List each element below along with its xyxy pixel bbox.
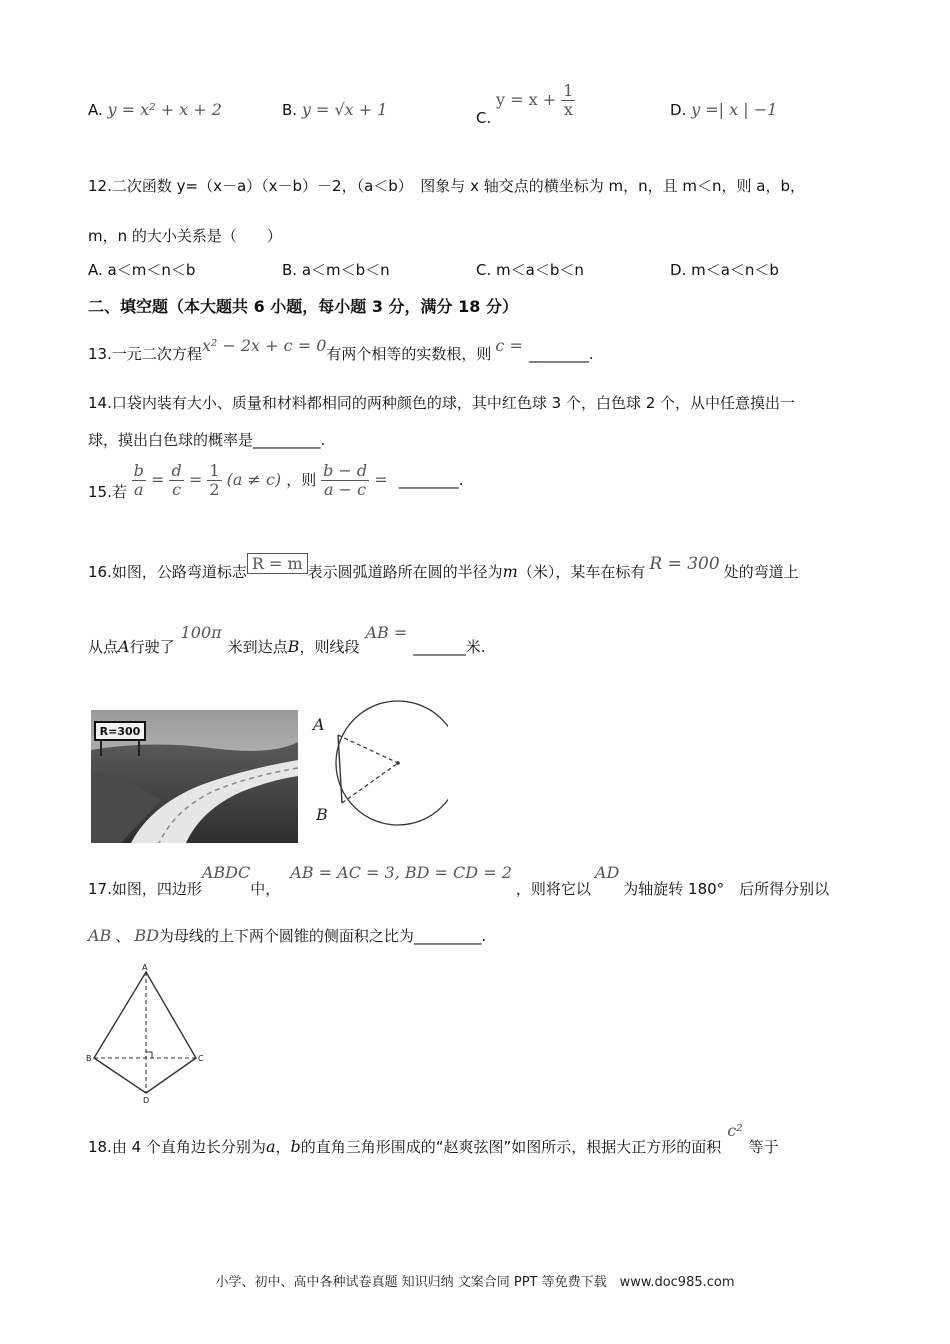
q11-a-expression: y = x² + x + 2 (107, 100, 222, 119)
q12-option-a: A. a＜m＜n＜b (88, 261, 196, 279)
road-photo (91, 710, 298, 843)
quadrilateral-abdc (94, 972, 196, 1093)
right-angle-mark (146, 1052, 152, 1058)
section-heading: 二、填空题（本大题共 6 小题，每小题 3 分，满分 18 分） (88, 297, 518, 316)
q11-option-a: A. y = x² + x + 2 (88, 100, 222, 119)
label-d: D (143, 1096, 150, 1105)
q12-line2: m，n 的大小关系是（ ） (88, 227, 282, 245)
q15-target-expression: $\frac{b - d}{a - c}$ = (323, 461, 388, 499)
label-b: B (316, 805, 328, 824)
q11-c-fraction: $\frac{1}{x}$ (563, 81, 574, 119)
q15-given-equation: $\frac{b}{a}$ = $\frac{d}{c}$ = $\frac{1}{2}$ (a ≠ c) (133, 461, 282, 499)
road-sign-formula: R = m (247, 553, 308, 574)
q16-line1: 16.如图，公路弯道标志 R = m 表示圆弧道路所在圆的半径为m（米），某车在标有 R = 300 处的弯道上 (88, 554, 799, 581)
road-sign-text: R=300 (99, 725, 141, 738)
center-point (396, 761, 400, 765)
radius-ob (342, 763, 398, 803)
q11-b-expression: y = √x + 1 (301, 100, 388, 119)
q14-line2: 球，摸出白色球的概率是_________. (88, 431, 326, 449)
q13: 13.一元二次方程x² − 2x + c = 0有两个相等的实数根，则 c = ________. (88, 336, 594, 363)
radius-oa (338, 735, 398, 763)
q16-line2: 从点A行驶了100π米到达点B，则线段AB =_______米. (88, 623, 486, 656)
q13-variable: c = (495, 336, 523, 355)
kite-figure (84, 960, 209, 1105)
q12-line1: 12.二次函数 y=（x－a）（x－b）－2，（a＜b） 图象与 x 轴交点的横坐标为 m，n，且 m＜n，则 a，b， (88, 177, 805, 195)
q12-option-d: D. m＜a＜n＜b (670, 261, 779, 279)
q15: 15.若 $\frac{b}{a}$ = $\frac{d}{c}$ = $\frac{1}{2}$ (a ≠ c) ，则 $\frac{b - d}{a - c}$ = ________. (88, 461, 464, 501)
q11-option-c: C. y = x + $\frac{1}{x}$ (476, 81, 574, 127)
q12-option-b: B. a＜m＜b＜n (282, 261, 390, 279)
circle (336, 701, 448, 825)
label-c: C (198, 1054, 204, 1063)
q18: 18.由 4 个直角边长分别为a，b的直角三角形围成的“赵爽弦图”如图所示，根据大正方形的面积c²等于 (88, 1121, 779, 1156)
label-b: B (86, 1054, 92, 1063)
q11-option-d: D. y =| x | −1 (670, 100, 778, 119)
page-footer: 小学、初中、高中各种试卷真题 知识归纳 文案合同 PPT 等免费下载 www.doc985.com (215, 1275, 735, 1290)
circle-figure (308, 700, 448, 830)
q11-d-expression: y =| x | −1 (691, 100, 778, 119)
q14-line1: 14.口袋内装有大小、质量和材料都相同的两种颜色的球，其中红色球 3 个，白色球 2 个，从中任意摸出一 (88, 394, 796, 412)
q13-equation: x² − 2x + c = 0 (201, 336, 327, 355)
q12-option-c: C. m＜a＜b＜n (476, 261, 584, 279)
label-a: A (142, 963, 148, 972)
q11-c-expression: y = x + $\frac{1}{x}$ (496, 81, 574, 119)
q17-line1: 17.如图，四边形ABDC中，AB = AC = 3, BD = CD = 2，则将它以AD为轴旋转 180° 后所得分别以 (88, 863, 830, 898)
label-a: A (313, 715, 325, 734)
q11-option-b: B. y = √x + 1 (282, 100, 388, 119)
q17-line2: AB 、 BD为母线的上下两个圆锥的侧面积之比为_________. (88, 926, 487, 945)
chord-ab (338, 735, 342, 803)
